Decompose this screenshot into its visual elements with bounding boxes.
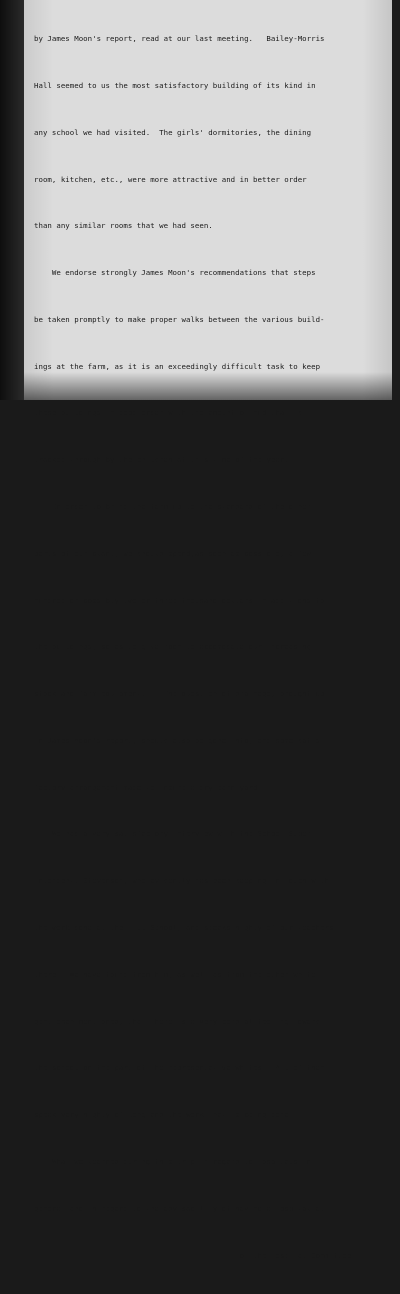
text-line: Hall seemed to us the most satisfactory building of its kind in (34, 80, 316, 90)
text-line: by James Moon's report, read at our last meeting. Bailey-Morris (34, 34, 325, 44)
text-line: stock and farm equipment. The question of drainage, brought up (34, 689, 325, 699)
text-line: be taken promptly to make proper walks between the various build- (34, 314, 325, 324)
text-line: gentlemen mentioned, that there is a very cordial feeling toward (34, 1016, 321, 1026)
text-line: of the Hospital Committee (34, 1250, 352, 1260)
text-line: room, kitchen, etc., were more attractive and in better order (34, 174, 307, 184)
text-line: the school on the part of the representative whites. All of them (34, 1063, 325, 1073)
text-line: parts of our plant, we should spend,as soon as possible, a few (34, 548, 312, 558)
text-line: general and in regard to the advisability of having a Hospital at (34, 1203, 325, 1213)
text-line: speak very highly of Long and the work that is being done. (34, 1110, 294, 1120)
scan-dark-margin (0, 0, 24, 400)
text-line: these buildings in good order with the amount of mud that is (34, 408, 303, 418)
text-line: the buildings, so as to give room to accomodate our increasing (34, 642, 312, 652)
document-body-text (34, 0, 386, 1294)
document-page (24, 0, 392, 1260)
scan-bottom-shadow (24, 372, 392, 400)
text-line: there. We have found from him, as well as from the other white (34, 969, 316, 979)
text-line: tracked through by the children at this time of the year. (34, 455, 289, 465)
text-line: In order to bring the farm up to the standard of the other (34, 502, 312, 511)
text-line: than any similar rooms that we had seen. (34, 221, 213, 231)
text-line: the work done at the Hill School, and speaks highly of our teachers (34, 923, 334, 933)
text-line: hundred or possibly two or three thousand dollars in additions to (34, 595, 325, 605)
text-line: factory arrangement made to insure a dry barn-yard. (34, 782, 262, 792)
text-line: in James Moon's report, should also be gone into, and some satis- (34, 735, 325, 745)
text-line: We had a very satisfactory interview with the School Super- (34, 829, 316, 839)
text-line: intendent, Stevenson, who evidently has been keeping in touch with (34, 876, 329, 886)
text-line: any school we had visited. The girls' dormitories, the dining (34, 127, 312, 137)
text-line: ings at the farm, as it is an exceedingly difficult task to keep (34, 361, 321, 371)
text-line: We endorse strongly James Moon's recommendations that steps (34, 268, 316, 278)
text-line: What we learned during this trip in regard to Hospitals in (34, 1156, 312, 1166)
